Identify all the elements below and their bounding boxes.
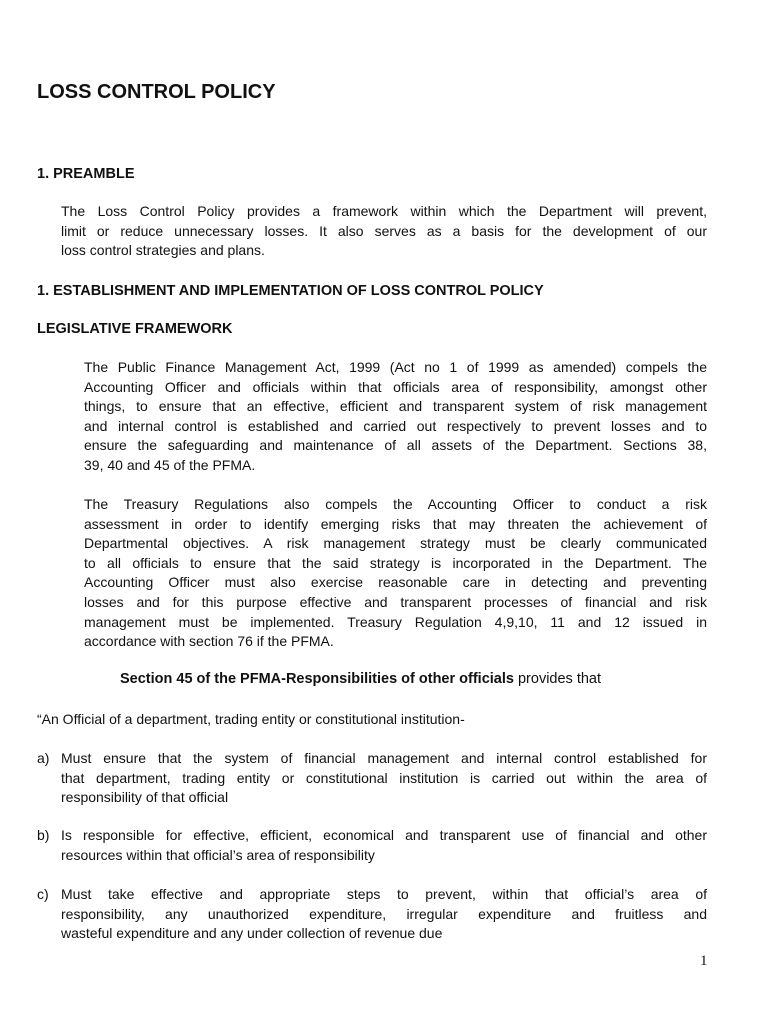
text-line: responsibility of that official [61,789,229,806]
preamble-paragraph [61,202,707,261]
document-title: LOSS CONTROL POLICY [37,81,276,103]
text-line: assessment in order to identify emerging risks that may threaten the achievement of [84,515,707,532]
text-line: and internal control is established and carried out respectively to prevent losses and to [84,417,707,434]
section45-line [120,670,601,690]
text-line: losses and for this purpose effective and transparent processes of financial and risk [84,593,707,610]
legislative-paragraph-1 [84,358,707,476]
text-line: Accounting Officer must also exercise reasonable care in detecting and preventing [84,574,707,591]
text-line: management must be implemented. Treasury Regulation 4,9,10, 11 and 12 issued in [84,613,707,630]
text-line: that department, trading entity or constitutional institution is carried out within the area of [61,769,707,786]
text-line: The Public Finance Management Act, 1999 (Act no 1 of 1999 as amended) compels the [84,359,707,375]
text-line: loss control strategies and plans. [61,242,265,259]
establishment-heading: 1. ESTABLISHMENT AND IMPLEMENTATION OF LOSS CONTROL POLICY [37,283,544,299]
text-line: wasteful expenditure and any under collection of revenue due [61,925,443,942]
item-label: c) [37,886,49,902]
text-line: The Treasury Regulations also compels the Accounting Officer to conduct a risk [84,496,707,512]
page-number: 1 [700,953,708,969]
text-line: accordance with section 76 if the PFMA. [84,633,334,650]
text-line: resources within that official’s area of responsibility [61,846,375,863]
legislative-heading: LEGISLATIVE FRAMEWORK [37,321,233,337]
text-line: Is responsible for effective, efficient, economical and transparent use of financial and other [61,827,707,843]
quote-intro: “An Official of a department, trading entity or constitutional institution- [37,711,465,727]
item-label: b) [37,827,50,843]
section45-bold: Section 45 of the PFMA-Responsibilities of other officials [120,671,514,687]
text-line: Must ensure that the system of financial management and internal control established for [61,750,707,766]
text-line: Accounting Officer and officials within that officials area of responsibility, amongst other [84,378,707,395]
text-line: 39, 40 and 45 of the PFMA. [84,456,256,473]
text-line: ensure the safeguarding and maintenance of all assets of the Department. Sections 38, [84,437,707,454]
item-b [61,826,707,865]
item-a [61,749,707,808]
text-line: The Loss Control Policy provides a framework within which the Department will prevent, [61,203,707,219]
text-line: responsibility, any unauthorized expenditure, irregular expenditure and fruitless and [61,905,707,922]
text-line: limit or reduce unnecessary losses. It also serves as a basis for the development of our [61,222,707,239]
item-label: a) [37,750,50,766]
text-line: Departmental objectives. A risk management strategy must be clearly communicated [84,535,707,552]
text-line: to all officials to ensure that the said strategy is incorporated in the Department. The [84,554,707,571]
section45-rest: provides that [513,671,602,687]
preamble-heading: 1. PREAMBLE [37,166,135,182]
legislative-paragraph-2 [84,495,707,652]
item-c [61,885,707,944]
text-line: Must take effective and appropriate steps to prevent, within that official’s area of [61,886,707,902]
text-line: things, to ensure that an effective, efficient and transparent system of risk management [84,398,707,415]
